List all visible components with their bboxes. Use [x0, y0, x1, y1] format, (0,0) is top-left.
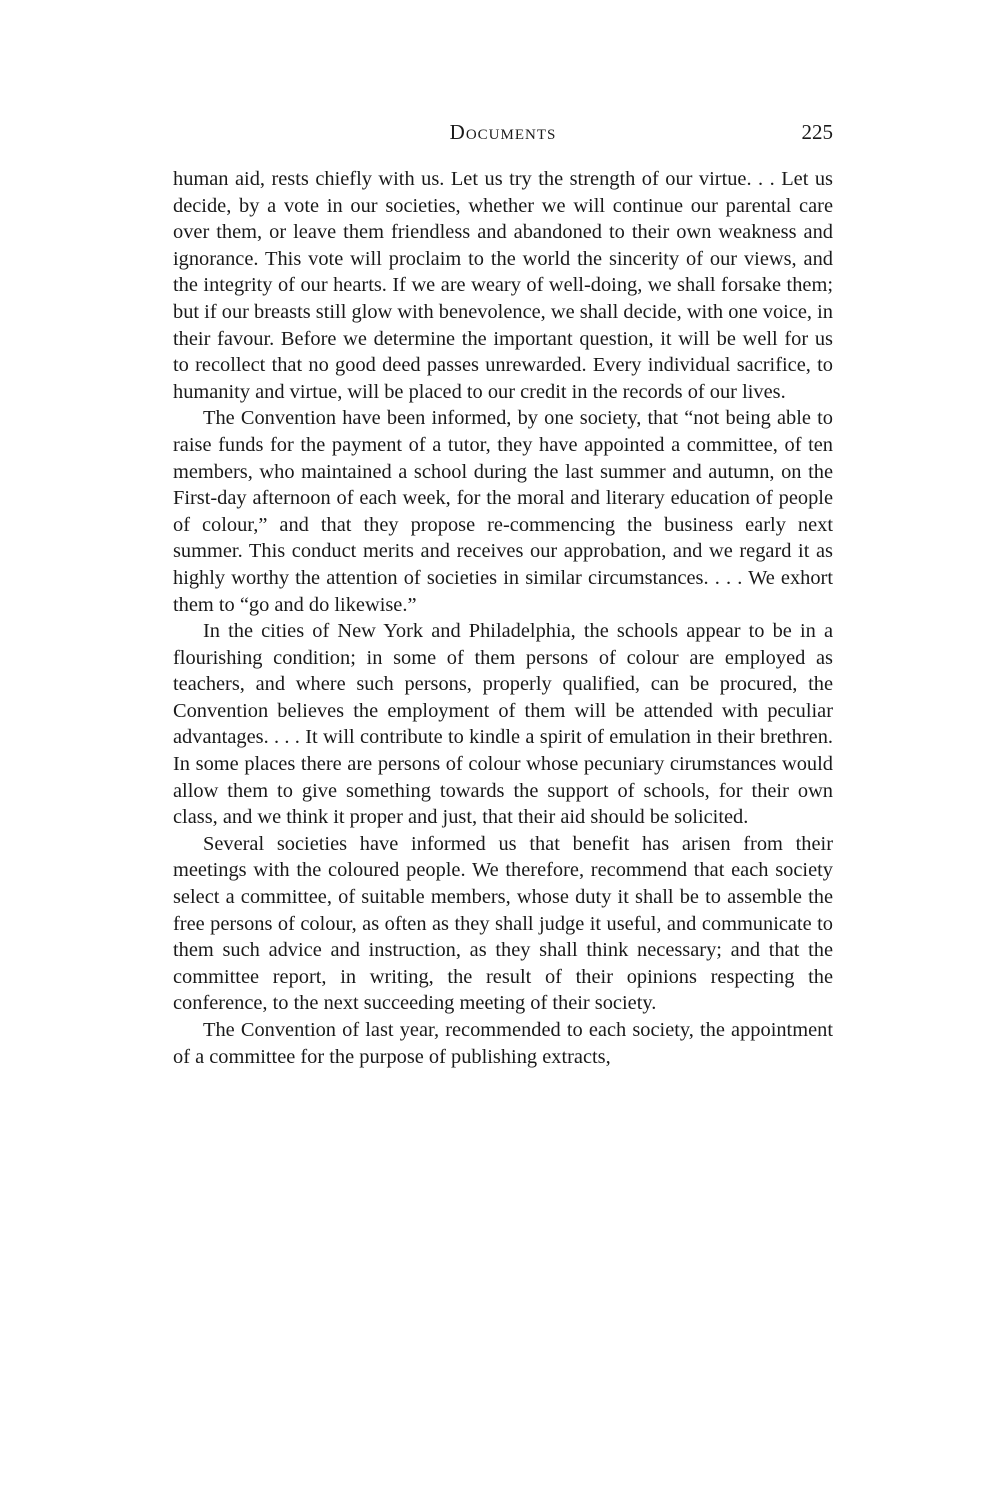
body-text	[173, 166, 833, 1070]
document-page	[173, 120, 833, 1070]
paragraph-5: The Convention of last year, recommended to each society, the appointment of a committee for the purpose of publishing extracts,	[173, 1019, 833, 1068]
paragraph-3: In the cities of New York and Philadelphia, the schools appear to be in a flourishing condition; in some of them persons of colour are employed as teachers, and where such persons, properly qualified, can be procured, the Convention believes the employment of them will be attended with peculiar advantages. . . . It will contribute to kindle a spirit of emulation in their brethren. In some places there are persons of colour whose pecuniary cirumstances would allow them to give something towards the support of schools, for their own class, and we think it proper and just, that their aid should be solicited.	[173, 620, 833, 829]
running-title: Documents	[449, 120, 557, 144]
paragraph-1: human aid, rests chiefly with us. Let us try the strength of our virtue. . . Let us decide, by a vote in our societies, whether we will continue our parental care over them, or leave them friendless and abandoned to their own weakness and ignorance. This vote will proclaim to the world the sincerity of our views, and the integrity of our hearts. If we are weary of well-doing, we shall forsake them; but if our breasts still glow with benevolence, we shall decide, with one voice, in their favour. Before we determine the important question, it will be well for us to recollect that no good deed passes unrewarded. Every individual sacrifice, to humanity and virtue, will be placed to our credit in the records of our lives.	[173, 168, 833, 403]
paragraph-2: The Convention have been informed, by one society, that “not being able to raise funds for the payment of a tutor, they have appointed a committee, of ten members, who maintained a school during the last summer and autumn, on the First-day afternoon of each week, for the moral and literary education of people of colour,” and that they propose re-commencing the business early next summer. This conduct merits and receives our approbation, and we regard it as highly worthy the attention of societies in similar circumstances. . . . We exhort them to “go and do likewise.”	[173, 407, 833, 616]
paragraph-4: Several societies have informed us that benefit has arisen from their meetings with the coloured people. We therefore, recommend that each society select a committee, of suitable members, whose duty it shall be to assemble the free persons of colour, as often as they shall judge it useful, and communicate to them such advice and instruction, as they shall think necessary; and that the committee report, in writing, the result of their opinions respecting the conference, to the next succeeding meeting of their society.	[173, 832, 833, 1015]
page-number: 225	[801, 120, 833, 144]
page-header	[173, 120, 833, 154]
